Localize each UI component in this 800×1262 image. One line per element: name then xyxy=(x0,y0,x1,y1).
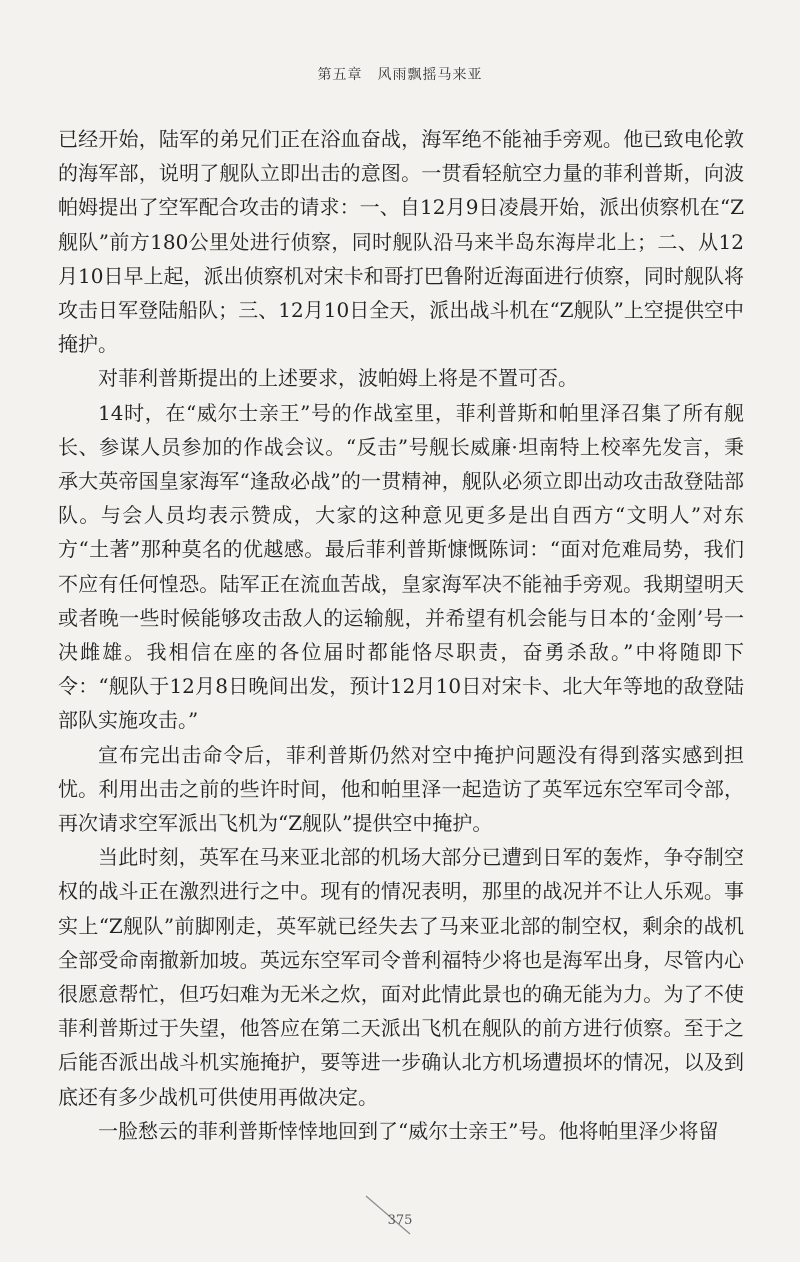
body-text xyxy=(58,122,744,1148)
paragraph-continued: 已经开始，陆军的弟兄们正在浴血奋战，海军绝不能袖手旁观。他已致电伦敦的海军部，说明了舰队立即出击的意图。一贯看轻航空力量的菲利普斯，向波帕姆提出了空军配合攻击的请求：一、自12月9日凌晨开始，派出侦察机在“Z舰队”前方180公里处进行侦察，同时舰队沿马来半岛东海岸北上；二、从12月10日早上起，派出侦察机对宋卡和哥打巴鲁附近海面进行侦察，同时舰队将攻击日军登陆船队；三、12月10日全天，派出战斗机在“Z舰队”上空提供空中掩护。 xyxy=(58,127,744,357)
page-number: 375 xyxy=(387,1213,413,1228)
paragraph: 当此时刻，英军在马来亚北部的机场大部分已遭到日军的轰炸，争夺制空权的战斗正在激烈进行之中。现有的情况表明，那里的战况并不让人乐观。事实上“Z舰队”前脚刚走，英军就已经失去了马来亚北部的制空权，剩余的战机全部受命南撤新加坡。英远东空军司令普利福特少将也是海军出身，尽管内心很愿意帮忙，但巧妇难为无米之炊，面对此情此景也的确无能为力。为了不使菲利普斯过于失望，他答应在第二天派出飞机在舰队的前方进行侦察。至于之后能否派出战斗机实施掩护，要等进一步确认北方机场遭损坏的情况，以及到底还有多少战机可供使用再做决定。 xyxy=(58,845,744,1109)
paragraph: 14时，在“威尔士亲王”号的作战室里，菲利普斯和帕里泽召集了所有舰长、参谋人员参加的作战会议。“反击”号舰长威廉·坦南特上校率先发言，秉承大英帝国皇家海军“逢敌必战”的一贯精神，舰队必须立即出动攻击敌登陆部队。与会人员均表示赞成，大家的这种意见更多是出自西方“文明人”对东方“土著”那种莫名的优越感。最后菲利普斯慷慨陈词：“面对危难局势，我们不应有任何惶恐。陆军正在流血苦战，皇家海军决不能袖手旁观。我期望明天或者晚一些时候能够攻击敌人的运输舰，并希望有机会能与日本的‘金刚’号一决雌雄。我相信在座的各位届时都能恪尽职责，奋勇杀敌。”中将随即下令：“舰队于12月8日晚间出发，预计12月10日对宋卡、北大年等地的敌登陆部队实施攻击。” xyxy=(58,400,744,733)
paragraph: 宣布完出击命令后，菲利普斯仍然对空中掩护问题没有得到落实感到担忧。利用出击之前的些许时间，他和帕里泽一起造访了英军远东空军司令部，再次请求空军派出飞机为“Z舰队”提供空中掩护。 xyxy=(58,742,744,836)
paragraph: 对菲利普斯提出的上述要求，波帕姆上将是不置可否。 xyxy=(98,366,578,391)
running-header: 第五章 风雨飘摇马来亚 xyxy=(317,67,483,83)
paragraph: 一脸愁云的菲利普斯悻悻地回到了“威尔士亲王”号。他将帕里泽少将留 xyxy=(98,1118,719,1143)
